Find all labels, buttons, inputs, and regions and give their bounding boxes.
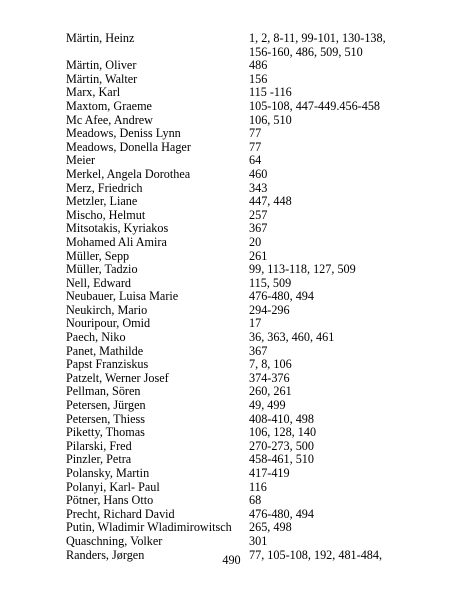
index-entry [66,222,406,236]
entry-name: Polansky, Martin [66,467,150,480]
entry-pages: 417-419 [249,466,290,480]
entry-name: Neukirch, Mario [66,303,148,317]
entry-name: Marx, Karl [66,86,121,100]
entry-name: Merkel, Angela Dorothea [66,167,191,181]
entry-name: Meier [66,154,96,168]
entry-name: Pilarski, Fred [66,439,132,453]
entry-pages: 156 [249,71,268,86]
index-entry [66,508,406,522]
entry-pages: 17 [249,316,262,331]
entry-pages: 476-480, 494 [249,289,314,304]
entry-name: Petersen, Thiess [66,412,145,426]
entry-pages: 115 -116 [249,85,292,100]
index-entry [66,195,406,209]
entry-pages: 458-461, 510 [249,452,314,467]
entry-name: Paech, Niko [66,331,126,345]
page-number: 490 [222,553,241,567]
entry-name: Müller, Sepp [66,249,130,263]
entry-pages: 374-376 [249,370,290,385]
index-entry [66,100,406,114]
entry-name: Metzler, Liane [66,195,138,209]
entry-pages: 260, 261 [249,384,292,399]
entry-pages: 367 [249,221,268,236]
entry-pages: 64 [249,153,262,168]
entry-pages: 20 [249,234,262,249]
entry-pages: 36, 363, 460, 461 [249,330,335,345]
entry-name: Precht, Richard David [66,507,175,521]
entry-name: Panet, Mathilde [66,344,144,358]
index-entry [66,32,406,59]
index-entry [66,535,406,549]
entry-pages: 460 [249,166,268,181]
index-entry [66,86,406,100]
index-entry [66,372,406,386]
entry-pages: 294-296 [249,302,290,317]
entry-pages: 343 [249,180,268,195]
index-entry [66,250,406,264]
entry-pages: 68 [249,493,262,508]
entry-name: Putin, Wladimir Wladimirowitsch [66,521,232,535]
index-entry [66,73,406,87]
entry-name: Maxtom, Graeme [66,99,152,113]
entry-pages: 1, 2, 8-11, 99-101, 130-138, 156-160, 486, 509, 510 [249,31,386,59]
entry-name: Petersen, Jürgen [66,399,146,413]
entry-name: Meadows, Deniss Lynn [66,127,181,141]
entry-pages: 49, 499 [249,398,286,413]
entry-name: Nell, Edward [66,276,131,290]
index-entry [66,453,406,467]
entry-name: Randers, Jørgen [66,548,145,562]
entry-pages: 301 [249,533,268,548]
entry-pages: 7, 8, 106 [249,357,292,372]
index-entry [66,426,406,440]
index-entry [66,358,406,372]
index-entry [66,168,406,182]
entry-name: Neubauer, Luisa Marie [66,290,179,304]
entry-name: Pötner, Hans Otto [66,494,154,508]
entry-name: Mc Afee, Andrew [66,113,153,127]
entry-name: Quaschning, Volker [66,534,163,548]
index-entry [66,209,406,223]
index-entry [66,304,406,318]
entry-name: Piketty, Thomas [66,426,145,440]
entry-name: Merz, Friedrich [66,181,143,195]
index-entry [66,413,406,427]
index-entry [66,263,406,277]
index-entry [66,141,406,155]
entry-pages: 486 [249,58,268,73]
entry-name: Patzelt, Werner Josef [66,371,169,385]
index-entry [66,317,406,331]
index-entry [66,59,406,73]
index-entry [66,114,406,128]
index-entry [66,331,406,345]
index-entry [66,467,406,481]
entry-name: Papst Franziskus [66,358,149,372]
entry-pages: 115, 509 [249,275,292,290]
entry-pages: 105-108, 447-449.456-458 [249,98,381,113]
index-entry [66,481,406,495]
entry-pages: 408-410, 498 [249,411,314,426]
entry-name: Märtin, Heinz [66,32,135,45]
entry-pages: 99, 113-118, 127, 509 [249,262,356,277]
index-entry [66,399,406,413]
entry-pages: 270-273, 500 [249,438,314,453]
entry-pages: 77, 105-108, 192, 481-484, [249,547,383,562]
entry-pages: 77 [249,139,262,154]
entry-name: Meadows, Donella Hager [66,140,191,154]
entry-name: Mischo, Helmut [66,208,146,222]
entry-name: Müller, Tadzio [66,263,138,277]
index-entry [66,494,406,508]
entry-pages: 106, 510 [249,112,292,127]
entry-pages: 106, 128, 140 [249,425,317,440]
index-entry [66,385,406,399]
index-entry [66,277,406,291]
entry-pages: 257 [249,207,268,222]
index-entry [66,127,406,141]
entry-pages: 476-480, 494 [249,506,314,521]
index-entry [66,290,406,304]
entry-pages: 116 [249,479,267,494]
index-entry [66,154,406,168]
entry-name: Nouripour, Omid [66,317,151,331]
entry-name: Märtin, Walter [66,72,138,86]
entry-name: Pellman, Sören [66,385,141,399]
entry-name: Polanyi, Karl- Paul [66,480,160,494]
entry-pages: 77 [249,126,262,141]
entry-pages: 265, 498 [249,520,292,535]
entry-name: Pinzler, Petra [66,453,132,467]
index-entry [66,236,406,250]
entry-pages: 447, 448 [249,194,292,209]
entry-name: Mohamed Ali Amira [66,235,167,249]
index-entry [66,182,406,196]
index-entry [66,521,406,535]
entry-pages: 367 [249,343,268,358]
name-index-list [66,32,406,562]
index-entry [66,440,406,454]
entry-pages: 261 [249,248,268,263]
entry-name: Märtin, Oliver [66,59,137,73]
entry-name: Mitsotakis, Kyriakos [66,222,169,236]
index-entry [66,345,406,359]
